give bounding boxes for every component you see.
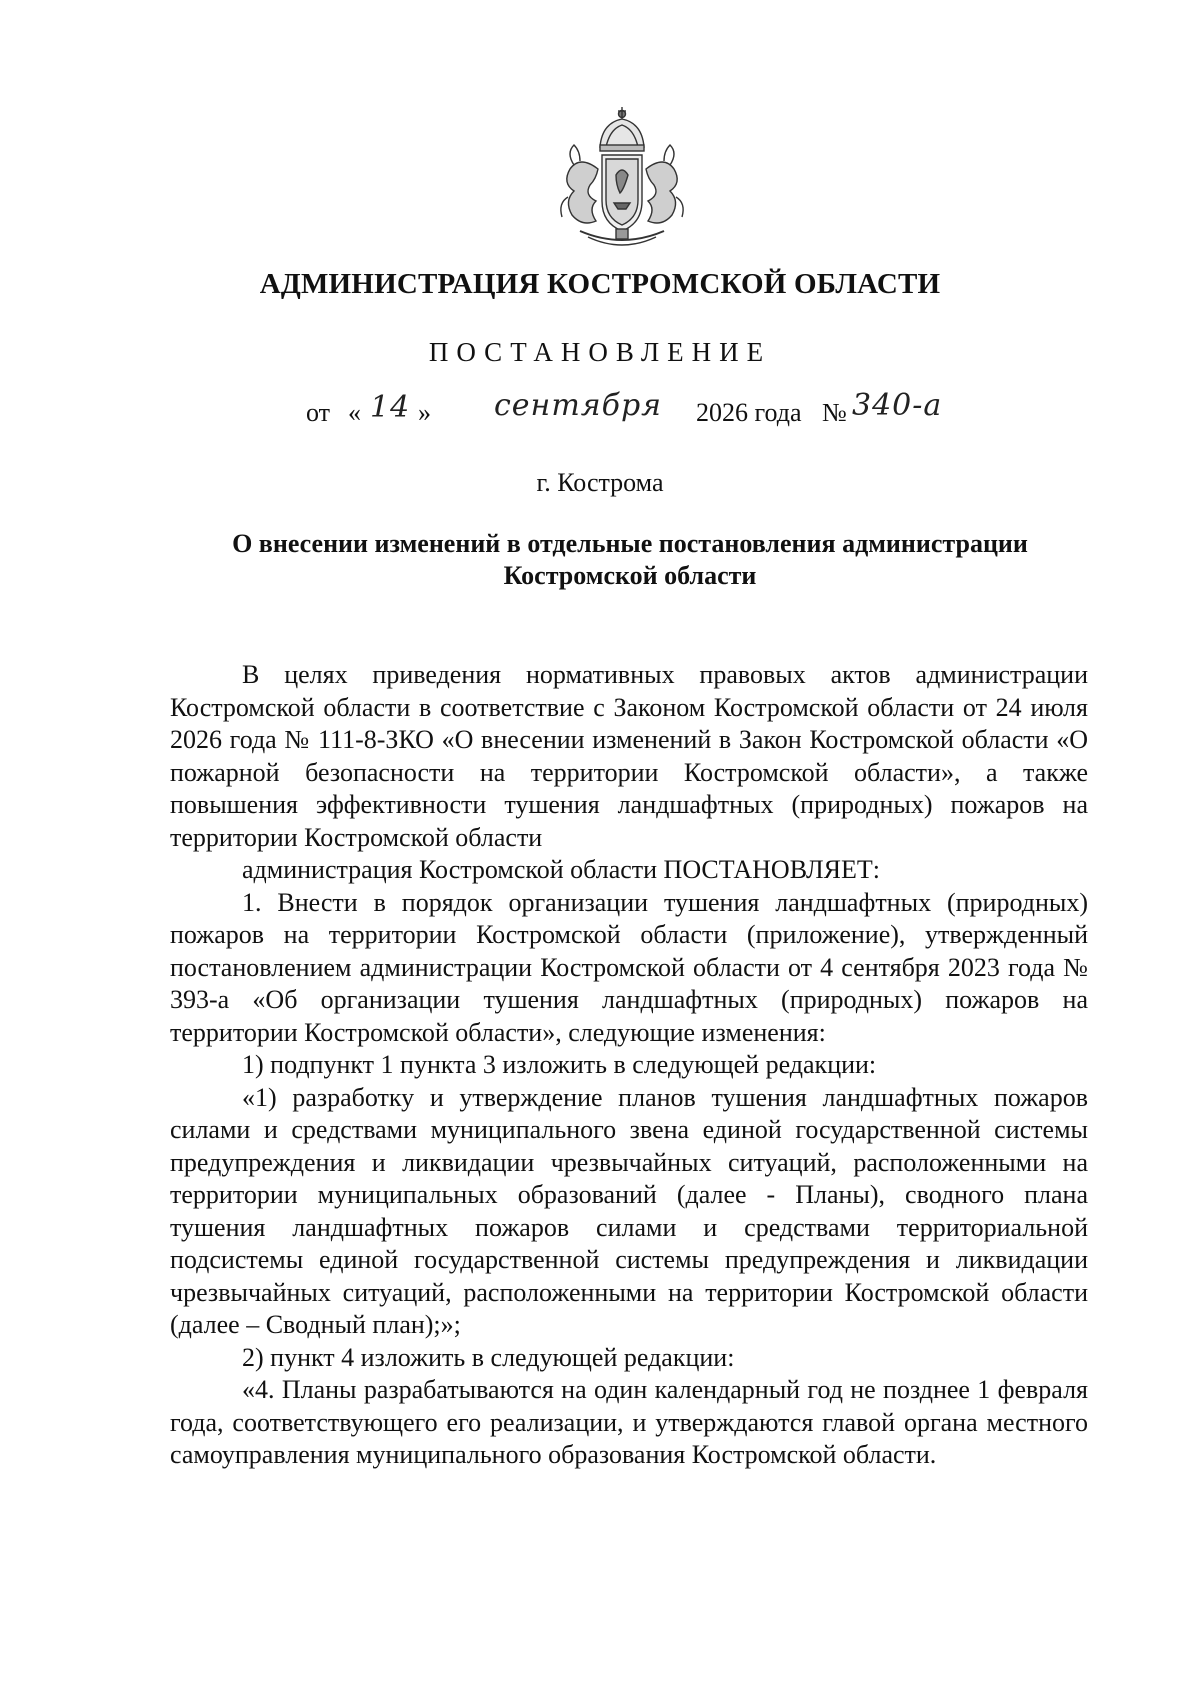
organization-title: АДМИНИСТРАЦИЯ КОСТРОМСКОЙ ОБЛАСТИ [259, 268, 941, 300]
city: г. Кострома [536, 468, 664, 497]
paragraph-preamble: В целях приведения нормативных правовых актов администрации Костромской области в соответствие с Законом Костромской области от 24 июля 2026 года № 111-8-ЗКО «О внесении изменений в Закон Костромской области «О пожарной безопасности на территории Костромской области», а также повышения эффективности тушения ландшафтных (природных) пожаров на территории Костромской области [170, 660, 1088, 852]
paragraph-subitem-2: 2) пункт 4 изложить в следующей редакции: [242, 1342, 735, 1372]
paragraph-resolves: администрация Костромской области ПОСТАНОВЛЯЕТ: [242, 855, 881, 884]
paragraph-quoted-item-4: «4. Планы разрабатываются на один календарный год не позднее 1 февраля года, соответствующего его реализации, и утверждаются главой органа местного самоуправления муниципального образования Костромской области. [170, 1375, 1088, 1469]
quote-close: » [418, 398, 431, 427]
date-line [0, 388, 1200, 438]
date-day-handwritten: 14 [370, 390, 411, 425]
date-prefix: от [306, 398, 331, 427]
document-subject: О внесении изменений в отдельные постановления администрации Костромской области [232, 529, 1028, 590]
quote-open: « [348, 398, 361, 427]
paragraph-subitem-1: 1) подпункт 1 пункта 3 изложить в следующей редакции: [242, 1050, 877, 1079]
paragraph-item-1: 1. Внести в порядок организации тушения ландшафтных (природных) пожаров на территории Костромской области (приложение), утвержденный постановлением администрации Костромской области от 4 сентября 2023 года № 393-а «Об организации тушения ландшафтных (природных) пожаров на территории Костромской области», следующие изменения: [170, 887, 1088, 1047]
document-body [170, 659, 1088, 1472]
document-type: ПОСТАНОВЛЕНИЕ [428, 337, 772, 367]
document-number-handwritten: 340-а [852, 388, 943, 423]
date-month-handwritten: сентября [494, 388, 663, 423]
number-label: № [822, 398, 847, 427]
coat-of-arms-icon [540, 105, 705, 255]
paragraph-quoted-subitem-1: «1) разработку и утверждение планов тушения ландшафтных пожаров силами и средствами муниципального звена единой государственной системы предупреждения и ликвидации чрезвычайных ситуаций, расположенными на территории муниципальных образований (далее - Планы), сводного плана тушения ландшафтных пожаров силами и средствами территориальной подсистемы единой государственной системы предупреждения и ликвидации чрезвычайных ситуаций, расположенными на территории Костромской области (далее – Сводный план);»; [170, 1082, 1088, 1339]
date-year: 2026 года [696, 398, 802, 427]
